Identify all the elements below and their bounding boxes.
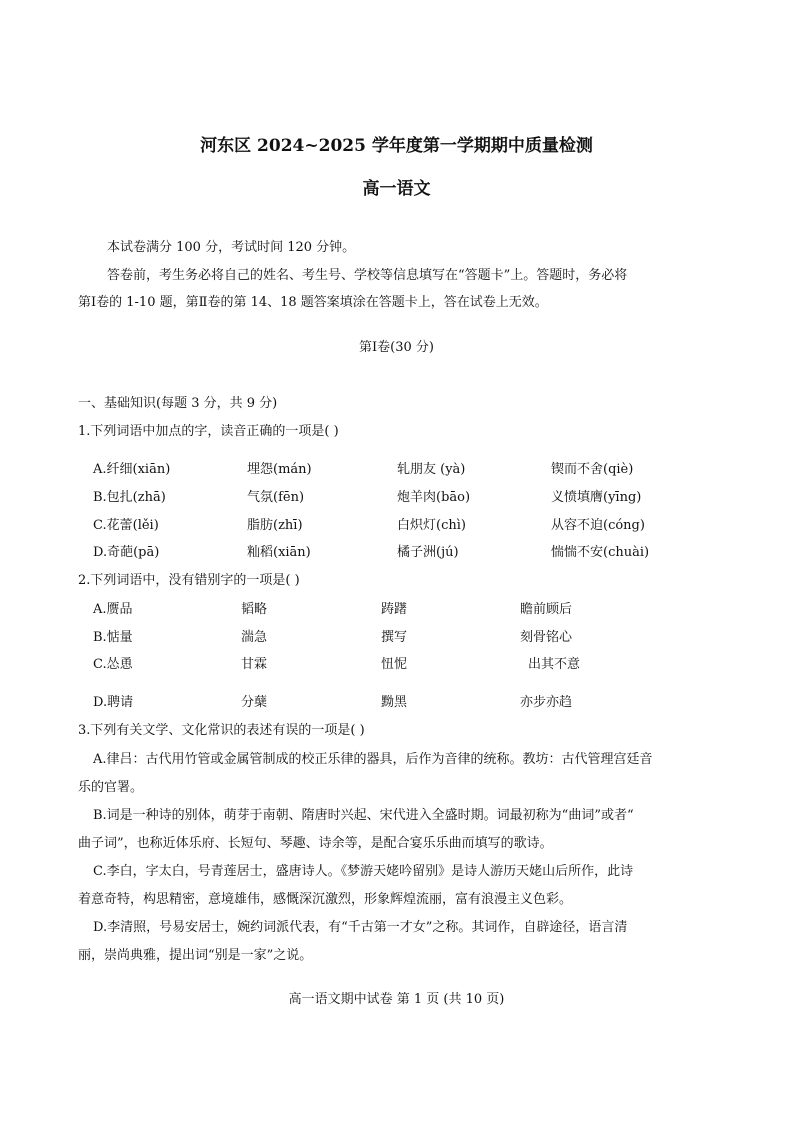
option-cell: C.怂恿 xyxy=(93,657,133,672)
option-cell: 气氛(fēn) xyxy=(247,490,305,505)
exam-title: 河东区 2024~2025 学年度第一学期期中质量检测 xyxy=(200,136,593,156)
option-cell: D.奇葩(pā) xyxy=(93,545,160,560)
part-title: 第Ⅰ卷(30 分) xyxy=(359,340,434,355)
option-cell: B.包扎(zhā) xyxy=(93,490,166,505)
q3-option-b-line1: B.词是一种诗的别体，萌芽于南朝、隋唐时兴起、宋代进入全盛时期。词最初称为“曲词”或者“ xyxy=(93,808,634,823)
question-stem: 2.下列词语中，没有错别字的一项是( ) xyxy=(78,573,300,588)
option-cell: 出其不意 xyxy=(528,657,581,672)
option-cell: 刻骨铭心 xyxy=(520,630,573,645)
option-cell: 惴惴不安(chuài) xyxy=(551,545,650,560)
option-cell: 白炽灯(chì) xyxy=(397,518,466,533)
option-cell: 踌躇 xyxy=(381,602,408,617)
instruction-answer-line2: 第Ⅰ卷的 1-10 题，第Ⅱ卷的第 14、18 题答案填涂在答题卡上，答在试卷上无效。 xyxy=(78,295,548,310)
option-cell: 从容不迫(cóng) xyxy=(551,518,645,533)
option-cell: 埋怨(mán) xyxy=(247,462,312,477)
q3-option-c-line1: C.李白，字太白，号青莲居士，盛唐诗人。《梦游天姥吟留别》是诗人游历天姥山后所作，此诗 xyxy=(93,864,634,879)
q3-option-a-line2: 乐的官署。 xyxy=(78,780,144,795)
option-cell: 韬略 xyxy=(241,602,268,617)
option-cell: 撰写 xyxy=(381,630,408,645)
option-cell: A.赝品 xyxy=(93,602,133,617)
option-cell: 分蘖 xyxy=(241,695,268,710)
option-cell: 义愤填膺(yīng) xyxy=(551,490,642,505)
option-cell: 忸怩 xyxy=(381,657,408,672)
option-cell: B.惦量 xyxy=(93,630,133,645)
q3-option-d-line1: D.李清照，号易安居士，婉约词派代表，有“千古第一才女”之称。其词作，自辟途径，语言清 xyxy=(93,920,628,935)
option-cell: 籼稻(xiān) xyxy=(247,545,311,560)
option-cell: D.聘请 xyxy=(93,695,134,710)
question-stem: 3.下列有关文学、文化常识的表述有误的一项是( ) xyxy=(78,723,365,738)
option-cell: 亦步亦趋 xyxy=(520,695,573,710)
q3-option-c-line2: 着意奇特，构思精密，意境雄伟，感慨深沉激烈，形象辉煌流丽，富有浪漫主义色彩。 xyxy=(78,892,573,907)
exam-subject: 高一语文 xyxy=(362,179,431,199)
section-title: 一、基础知识(每题 3 分，共 9 分) xyxy=(78,396,278,411)
q3-option-a-line1: A.律吕：古代用竹管或金属管制成的校正乐律的器具，后作为音律的统称。教坊：古代管理宫廷音 xyxy=(93,752,653,767)
option-cell: 瞻前顾后 xyxy=(520,602,573,617)
instruction-answer-line1: 答卷前，考生务必将自己的姓名、考生号、学校等信息填写在“答题卡”上。答题时，务必将 xyxy=(107,268,628,283)
page-footer: 高一语文期中试卷 第 1 页 (共 10 页) xyxy=(288,992,505,1007)
option-cell: 脂肪(zhī) xyxy=(247,518,303,533)
q3-option-b-line2: 曲子词”，也称近体乐府、长短句、琴趣、诗余等，是配合宴乐乐曲而填写的歌诗。 xyxy=(78,836,553,851)
option-cell: C.花蕾(lěi) xyxy=(93,518,159,533)
question-stem: 1.下列词语中加点的字，读音正确的一项是( ) xyxy=(78,424,339,439)
option-cell: 黝黑 xyxy=(381,695,408,710)
option-cell: 锲而不舍(qiè) xyxy=(551,462,634,477)
option-cell: 甘霖 xyxy=(241,657,268,672)
option-cell: A.纤细(xiān) xyxy=(93,462,171,477)
q3-option-d-line2: 丽，崇尚典雅，提出词“别是一家”之说。 xyxy=(78,948,313,963)
instruction-score-time: 本试卷满分 100 分，考试时间 120 分钟。 xyxy=(107,240,356,255)
option-cell: 炮羊肉(bāo) xyxy=(397,490,471,505)
option-cell: 橘子洲(jú) xyxy=(397,545,459,560)
option-cell: 湍急 xyxy=(241,630,268,645)
option-cell: 轧朋友 (yà) xyxy=(397,462,466,477)
